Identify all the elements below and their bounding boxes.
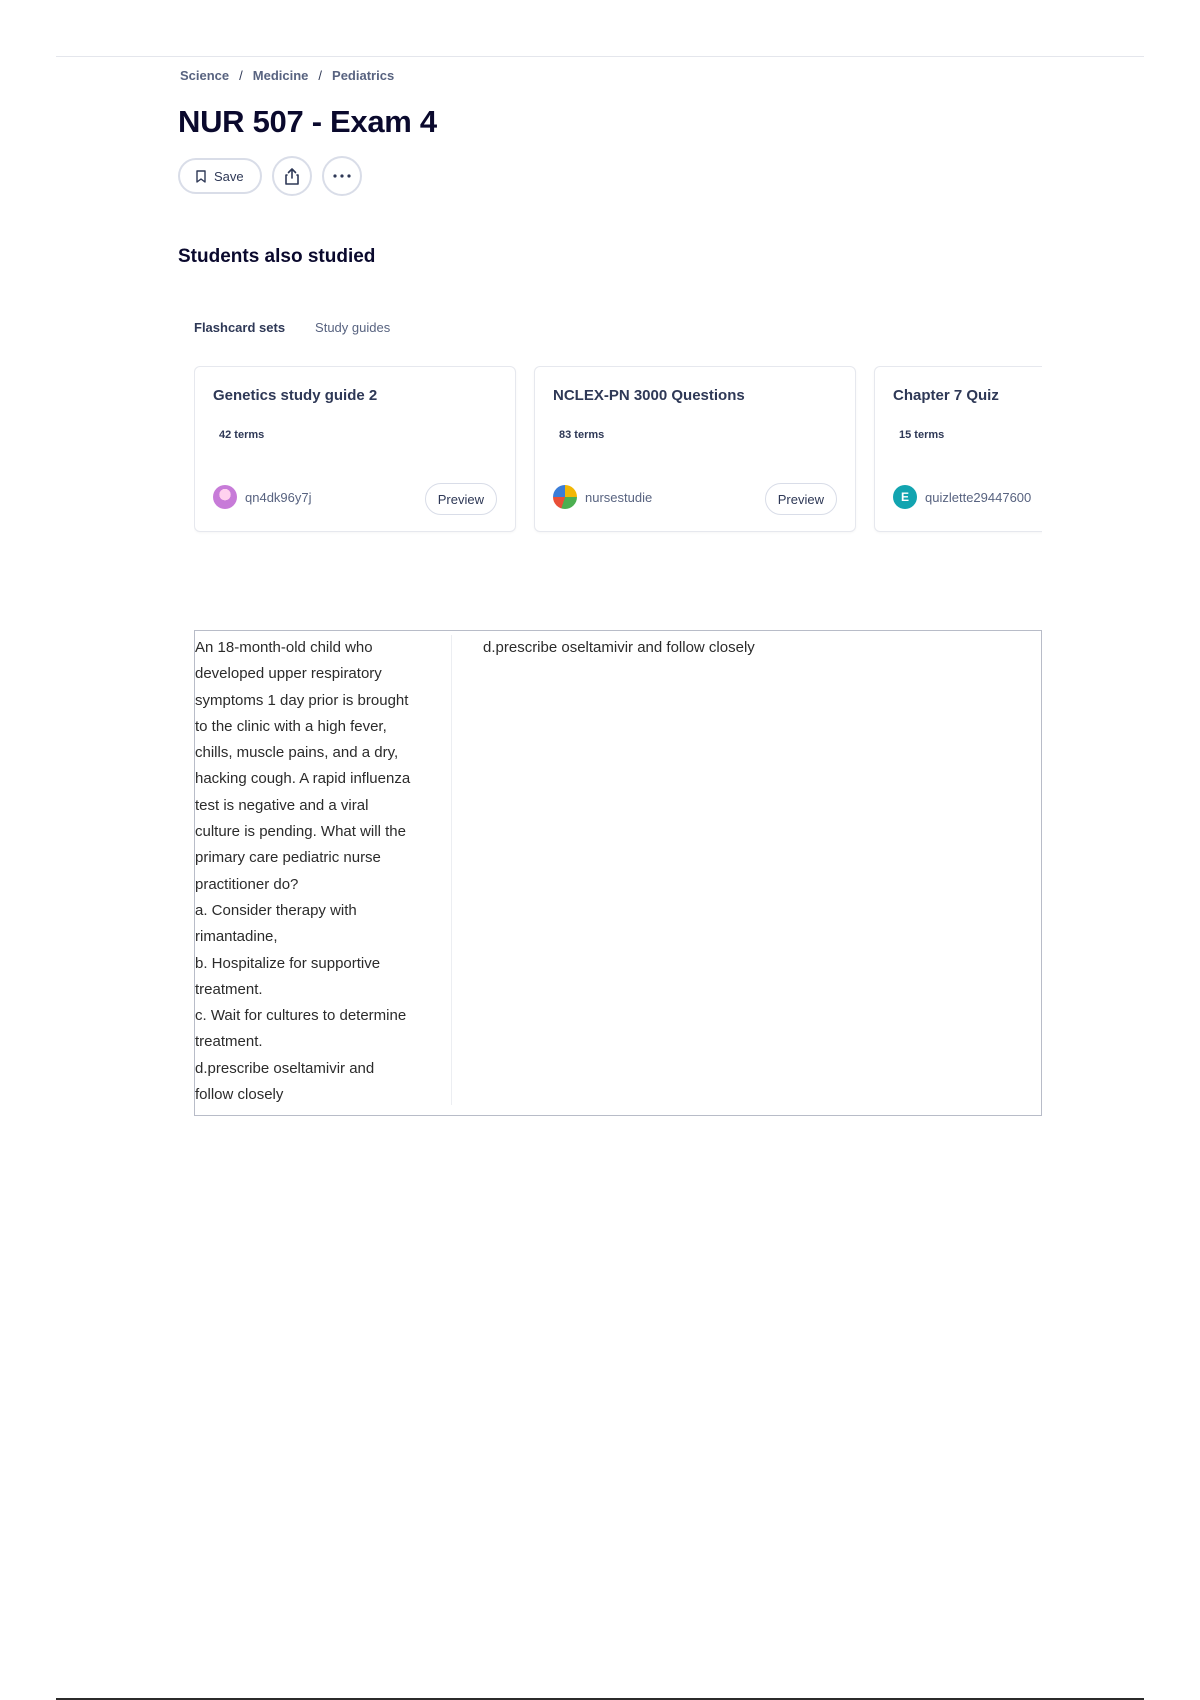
card-title: Chapter 7 Quiz [893,387,999,404]
breadcrumb-science[interactable]: Science [180,68,230,83]
more-icon [333,174,351,178]
term-answer: d.prescribe oseltamivir and follow closely [483,639,755,656]
author-name: quizlette29447600 [925,489,1032,505]
card-term-count: 83 terms [559,429,605,441]
top-divider [56,56,1144,57]
study-set-card[interactable] [874,366,1042,532]
study-set-carousel[interactable] [194,366,1042,536]
more-options-button[interactable] [322,156,362,196]
term-divider [451,635,452,1105]
share-icon [284,167,300,185]
tab-study-guides[interactable]: Study guides [315,320,391,335]
breadcrumb-medicine[interactable]: Medicine [252,68,309,83]
share-button[interactable] [272,156,312,196]
save-button[interactable] [178,158,262,194]
study-tabs [194,320,390,335]
card-title: NCLEX-PN 3000 Questions [553,387,745,404]
card-term-count: 15 terms [899,429,945,441]
flashcard-term-row [194,630,1042,1116]
preview-button[interactable]: Preview [425,483,497,515]
card-term-count: 42 terms [219,429,265,441]
set-actions [178,156,362,196]
breadcrumb-separator: / [239,68,243,83]
author-name: qn4dk96y7j [245,489,312,505]
author-name: nursestudie [585,489,653,505]
students-also-studied-title: Students also studied [178,246,376,267]
avatar [213,485,237,509]
breadcrumb-separator: / [318,68,323,83]
study-set-card[interactable] [194,366,516,532]
study-set-card[interactable] [534,366,856,532]
breadcrumb-pediatrics[interactable]: Pediatrics [332,68,395,83]
card-author[interactable] [213,485,312,509]
card-author[interactable] [553,485,652,509]
card-title: Genetics study guide 2 [213,387,378,404]
tab-flashcard-sets[interactable]: Flashcard sets [194,320,286,335]
card-author[interactable] [893,485,1031,509]
page-title: NUR 507 - Exam 4 [178,104,437,139]
avatar: E [893,485,917,509]
avatar [553,485,577,509]
preview-button[interactable]: Preview [765,483,837,515]
bookmark-icon [196,170,206,183]
save-label: Save [214,168,244,184]
breadcrumb [180,68,394,83]
term-question: An 18-month-old child who developed upper respiratory symptoms 1 day prior is brought to the clinic with a high fever, chills, muscle pains, and a dry, hacking cough. A rapid influenza test is negative and a viral culture is pending. What will the primary care pediatric nurse practitioner do? a. Consider therapy with rimantadine, b. Hospitalize for supportive treatment. c. Wait for cultures to determine treatment. d.prescribe oseltamivir and follow closely [195,639,411,1104]
